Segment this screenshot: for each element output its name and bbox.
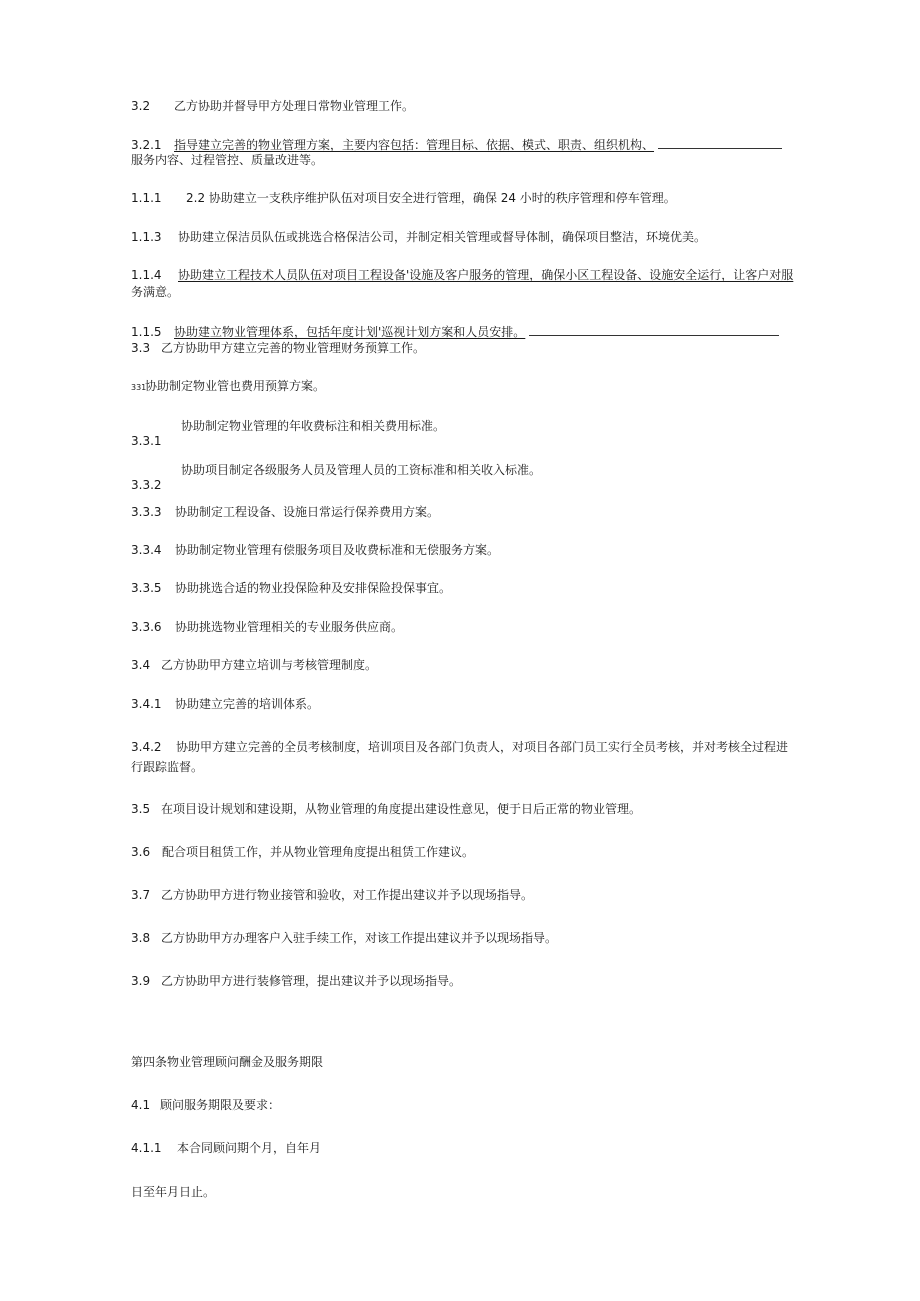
clause-number: 1.1.1 (131, 191, 162, 205)
clause-text: 协助挑选合适的物业投保险种及安排保险投保事宜。 (175, 581, 452, 595)
clause-number: 3.3.2 (131, 478, 162, 492)
clause-text: 协助制定物业管也费用预算方案。 (145, 379, 326, 393)
clause-1-1-4-cont (131, 284, 179, 300)
clause-3-3-1b-num (131, 433, 162, 449)
clause-text: 乙方协助甲方办理客户入驻手续工作，对该工作提出建议并予以现场指导。 (161, 931, 558, 945)
clause-3-4-1 (131, 696, 319, 712)
clause-text: 2.2 协助建立一支秩序维护队伍对项目安全进行管理，确保 24 小时的秩序管理和停车管理。 (186, 191, 676, 205)
clause-3-3-5 (131, 580, 451, 596)
clause-text: 日至年月日止。 (131, 1185, 216, 1199)
clause-1-1-1 (131, 190, 676, 206)
clause-text: 协助制定物业管理的年收费标注和相关费用标准。 (181, 419, 446, 433)
clause-number: 3.8 (131, 931, 151, 945)
clause-number: 3.9 (131, 974, 151, 988)
clause-text: 顾问服务期限及要求： (160, 1098, 281, 1112)
clause-text: 乙方协助并督导甲方处理日常物业管理工作。 (174, 99, 415, 113)
clause-1-1-4 (131, 267, 793, 283)
clause-number: 3.4.2 (131, 740, 162, 754)
clause-number: 3.3.1 (131, 434, 162, 448)
clause-text: 协助挑选物业管理相关的专业服务供应商。 (175, 620, 404, 634)
clause-number: 3.3.5 (131, 581, 162, 595)
clause-3-3-1a (131, 378, 325, 396)
clause-3-6 (131, 844, 474, 860)
clause-3-3-2-num (131, 477, 162, 493)
clause-text: 协助甲方建立完善的全员考核制度，培训项目及各部门负责人，对项目各部门员工实行全员考核，并对考核全过程进 (176, 740, 789, 754)
clause-number: 3.3.3 (131, 505, 162, 519)
clause-1-1-5 (131, 323, 779, 340)
clause-4-1 (131, 1097, 280, 1113)
clause-3-4-2-cont (131, 759, 203, 775)
clause-text-continued: 行跟踪监督。 (131, 760, 204, 774)
article-heading: 第四条物业管理顾问酬金及服务期限 (131, 1055, 324, 1069)
clause-text-continued: 服务内容、过程管控、质量改进等。 (131, 153, 324, 167)
clause-3-4-2 (131, 739, 788, 755)
clause-text: 协助建立物业管理体系，包括年度计划'巡视计划方案和人员安排。 (174, 325, 526, 339)
article-4-heading (131, 1054, 323, 1070)
clause-4-1-1 (131, 1140, 321, 1156)
clause-number: 4.1.1 (131, 1141, 162, 1155)
clause-text: 乙方协助甲方进行装修管理，提出建议并予以现场指导。 (161, 974, 462, 988)
clause-3-3-4 (131, 542, 499, 558)
clause-3-2-1-cont (131, 152, 323, 168)
clause-3-8 (131, 930, 557, 946)
clause-text: 乙方协助甲方建立完善的物业管理财务预算工作。 (161, 341, 426, 355)
clause-3-9 (131, 973, 461, 989)
clause-text-continued: 务满意。 (131, 285, 180, 299)
clause-text: 乙方协助甲方进行物业接管和验收，对工作提出建议并予以现场指导。 (161, 888, 534, 902)
clause-3-3-1b-text (181, 418, 445, 434)
clause-text: 乙方协助甲方建立培训与考核管理制度。 (161, 658, 378, 672)
clause-text: 协助建立保洁员队伍或挑选合格保洁公司，并制定相关管理或督导体制，确保项目整洁，环境优美。 (178, 230, 707, 244)
clause-3-2-1 (131, 136, 782, 153)
clause-3-7 (131, 887, 533, 903)
clause-number: 3.3.6 (131, 620, 162, 634)
clause-1-1-3 (131, 229, 706, 245)
clause-text: 协助建立完善的培训体系。 (175, 697, 320, 711)
clause-text: 协助建立工程技术人员队伍对项目工程设备'设施及客户服务的管理，确保小区工程设备、设施安全运行，让客户对服 (178, 268, 794, 282)
blank-line (658, 136, 782, 149)
clause-3-3 (131, 340, 425, 356)
clause-number: 3.3 (131, 341, 151, 355)
clause-text: 本合同顾问期个月，自年月 (177, 1141, 322, 1155)
clause-number: 3.4 (131, 658, 151, 672)
clause-number: 1.1.4 (131, 268, 162, 282)
clause-text: 指导建立完善的物业管理方案，主要内容包括：管理目标、依据、模式、职责、组织机构、 (174, 138, 655, 152)
clause-number: 3.7 (131, 888, 151, 902)
clause-number: 3.5 (131, 802, 151, 816)
clause-number: 3.6 (131, 845, 151, 859)
clause-3-4 (131, 657, 377, 673)
clause-text: 在项目设计规划和建设期，从物业管理的角度提出建设性意见，便于日后正常的物业管理。 (161, 802, 642, 816)
clause-number: 331 (131, 383, 147, 392)
clause-3-3-3 (131, 504, 439, 520)
clause-3-5 (131, 801, 641, 817)
clause-number: 4.1 (131, 1098, 151, 1112)
clause-text: 协助制定工程设备、设施日常运行保养费用方案。 (175, 505, 440, 519)
clause-number: 1.1.3 (131, 230, 162, 244)
clause-number: 3.2 (131, 99, 151, 113)
clause-number: 3.3.4 (131, 543, 162, 557)
clause-3-2 (131, 98, 414, 114)
clause-text: 协助项目制定各级服务人员及管理人员的工资标准和相关收入标准。 (181, 463, 542, 477)
clause-3-3-2-text (181, 462, 541, 478)
clause-text: 配合项目租赁工作，并从物业管理角度提出租赁工作建议。 (162, 845, 475, 859)
blank-line (529, 323, 779, 336)
clause-text: 协助制定物业管理有偿服务项目及收费标准和无偿服务方案。 (175, 543, 500, 557)
clause-number: 3.2.1 (131, 138, 162, 152)
clause-3-3-6 (131, 619, 403, 635)
clause-number: 3.4.1 (131, 697, 162, 711)
clause-number: 1.1.5 (131, 325, 162, 339)
clause-4-end (131, 1184, 215, 1200)
